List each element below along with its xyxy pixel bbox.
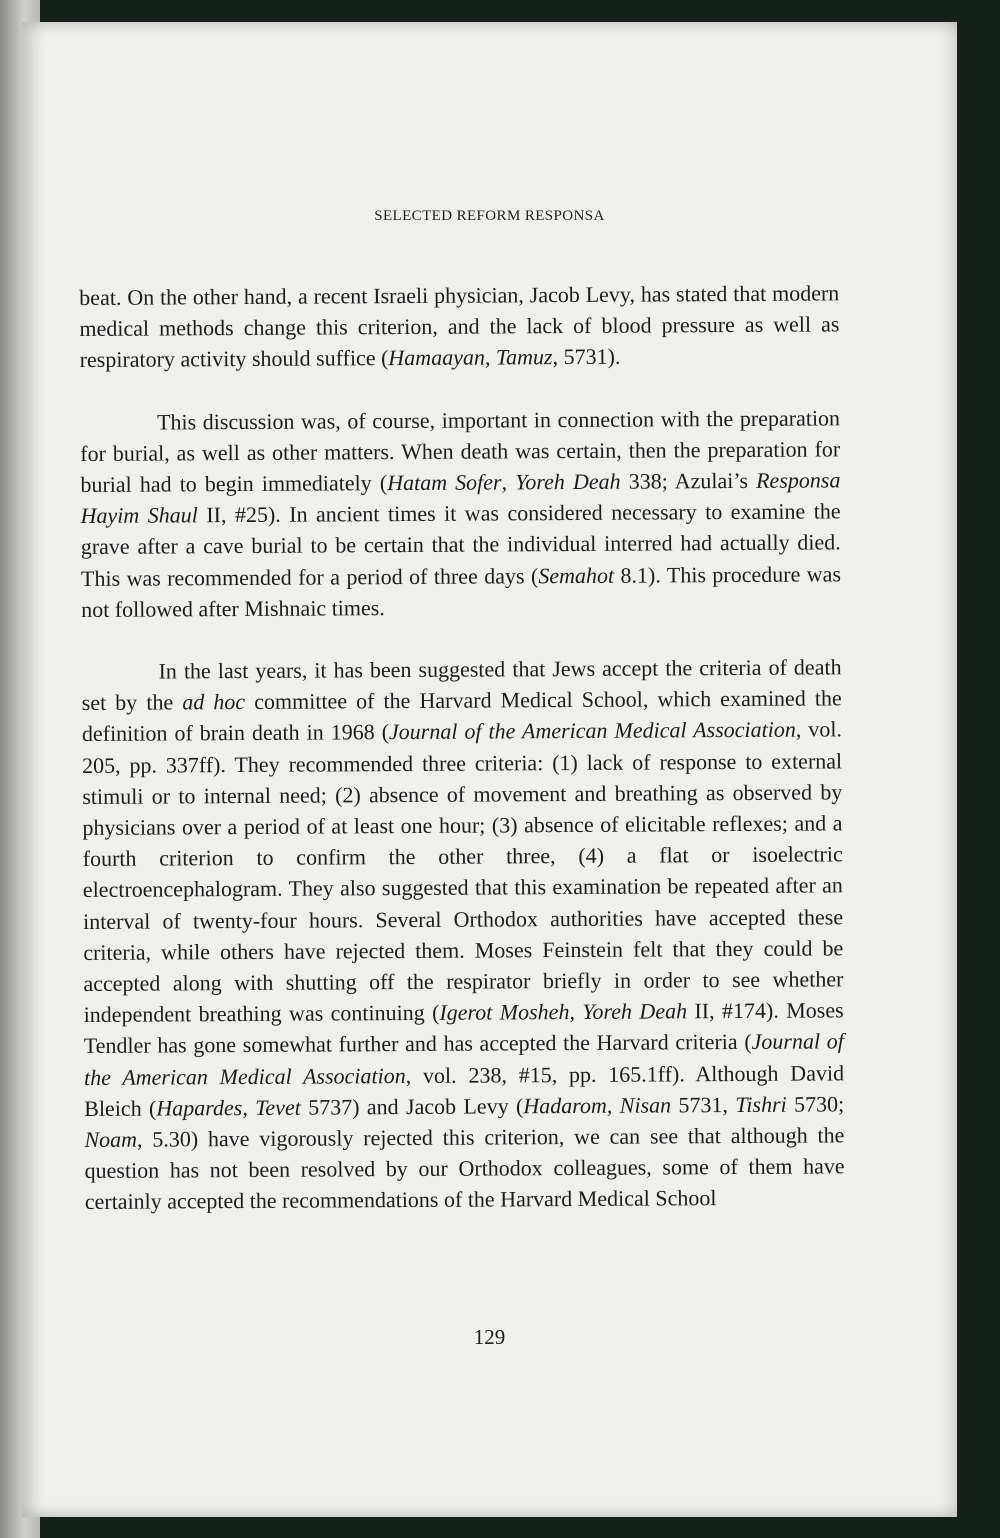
text-run: , vol. 238, #15, pp. 165.1ff). Although David Bleich ( bbox=[84, 1060, 845, 1121]
text-run: committee of the Harvard Medical School, which examined the definition of brain death in 1968 ( bbox=[81, 685, 842, 747]
page-number: 129 bbox=[473, 1325, 506, 1349]
running-header: SELECTED REFORM RESPONSA bbox=[374, 208, 605, 224]
text-run: , 5731). bbox=[552, 344, 621, 370]
italic-citation: ad hoc bbox=[182, 689, 246, 715]
text-run: , vol. 205, pp. 337ff). They recommended three criteria: (1) lack of response to external stimuli or to internal need; (2) absence of movement and breathing as observed by physicians over a period of at least one hour; (3) absence of elicitable reflexes; and a fourth criterion to confirm the other three, (4) a flat or isoelectric electroencephalogram. They also suggested that this examination be repeated after an interval of twenty-four hours. Several Orthodox authorities have accepted these criteria, while others have rejected them. Moses Feinstein felt that they could be accepted along with shutting off the respirator briefly in order to see whether independent breathing was continuing ( bbox=[82, 716, 844, 1028]
italic-citation: Yoreh Deah bbox=[515, 468, 621, 495]
text-run: 5731, bbox=[671, 1091, 736, 1118]
text-run: This discussion was, of course, important in connection with the preparation for burial, as well as other matters. When death was certain, then the preparation for burial had to begin immediately ( bbox=[80, 404, 841, 498]
text-run: 5737) and Jacob Levy ( bbox=[300, 1093, 524, 1120]
italic-citation: Hatam Sofer bbox=[387, 469, 502, 496]
italic-citation: Journal of the American Medical Association bbox=[388, 717, 796, 745]
italic-citation: Hapardes, Tevet bbox=[156, 1094, 301, 1121]
italic-citation: Responsa Hayim Shaul bbox=[80, 467, 841, 529]
paragraph bbox=[81, 651, 844, 1217]
body-text bbox=[79, 249, 845, 1248]
text-run: II, #174). Moses Tendler has gone somewhat further and has accepted the Harvard criteria ( bbox=[83, 997, 844, 1059]
text-run: 338; Azulai’s bbox=[620, 467, 757, 494]
paragraph bbox=[79, 277, 840, 375]
paragraph bbox=[80, 402, 841, 625]
italic-citation: Tishri bbox=[735, 1091, 787, 1117]
italic-citation: Journal of the American Medical Association bbox=[83, 1028, 844, 1090]
text-run: II, #25). In ancient times it was considered necessary to examine the grave after a cave burial to be certain that the individual interred had actually died. This was recommended for a period of three days ( bbox=[80, 498, 841, 591]
text-run: , 5.30) have vigorously rejected this criterion, we can see that although the question has not been resolved by our Orthodox colleagues, some of them have certainly accepted the recommendations of the Harvard Medical School bbox=[84, 1122, 845, 1215]
text-run: In the last years, it has been suggested that Jews accept the criteria of death set by the bbox=[81, 654, 842, 716]
italic-citation: Hamaayan, Tamuz bbox=[388, 344, 553, 371]
book-page bbox=[22, 22, 957, 1517]
italic-citation: Noam bbox=[84, 1126, 138, 1153]
italic-citation: Hadarom, Nisan bbox=[523, 1092, 672, 1119]
text-run: , bbox=[501, 469, 516, 495]
italic-citation: Igerot Mosheh, Yoreh Deah bbox=[439, 998, 688, 1026]
text-run: 5730; bbox=[786, 1091, 845, 1117]
text-run: beat. On the other hand, a recent Israeli physician, Jacob Levy, has stated that modern medical methods change this criterion, and the lack of blood pressure as well as respiratory activity should suffice ( bbox=[79, 280, 840, 373]
text-run: 8.1). This procedure was not followed after Mishnaic times. bbox=[81, 560, 842, 622]
italic-citation: Semahot bbox=[538, 562, 615, 588]
